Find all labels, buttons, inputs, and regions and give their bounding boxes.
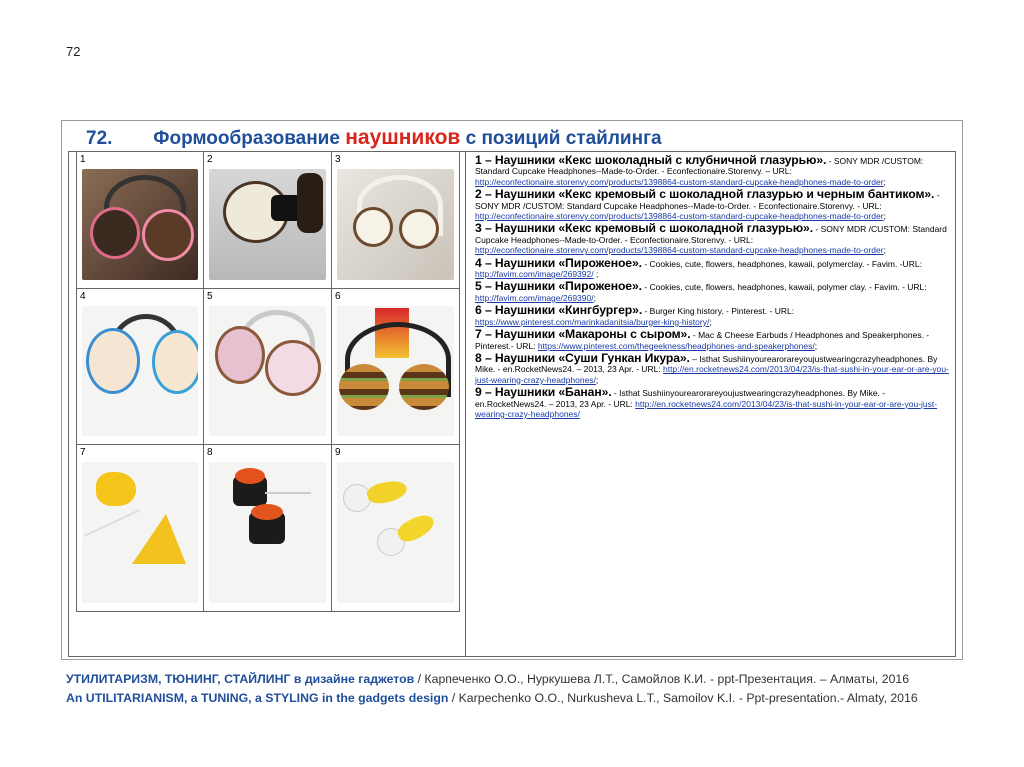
item-heading: 5 – Наушники «Пироженое». [475, 279, 642, 294]
list-item [475, 387, 953, 419]
item-link[interactable]: https://www.pinterest.com/thegeekness/headphones-and-speakerphones/ [537, 340, 815, 351]
title-part-1: Формообразование [153, 128, 340, 149]
photo [337, 306, 454, 436]
image-cell [332, 152, 460, 289]
list-item [475, 305, 953, 327]
item-text: – Isthat Sushiinyourearorareyoujustwearingcrazyheadphones. By Mike. - en.RocketNews24. – 2013, 23 Apr. - URL: [475, 353, 938, 375]
footer-authors-ru: / Карпеченко О.О., Нуркушева Л.Т., Самойлов К.И. - ppt-Презентация. – Алматы, 2016 [414, 672, 910, 686]
item-text: - Isthat Sushiinyourearorareyoujustwearingcrazyheadphones. By Mike. - en.RocketNews24. – 2013, 23 Apr. - URL: [475, 388, 886, 409]
description-list [475, 155, 953, 421]
item-text: - SONY MDR /CUSTOM: Standard Cupcake Headphones--Made-to-Order. - Econfectionaire.Storenvy. – URL: [475, 156, 924, 177]
photo [82, 462, 198, 603]
image-cell [332, 445, 460, 612]
item-text: - SONY MDR /CUSTOM: Standard Cupcake Headphones--Made-to-Order. - Econfectionaire.Storenvy. - URL: [475, 190, 940, 211]
item-tail: ; [593, 269, 599, 280]
cell-number: 9 [335, 447, 341, 458]
item-tail: ; [883, 211, 886, 222]
item-heading: 2 – Наушники «Кекс кремовый с шоколадной глазурью и черным бантиком». [475, 187, 935, 202]
cell-number: 3 [335, 154, 341, 165]
cell-number: 7 [80, 447, 86, 458]
image-cell [204, 445, 332, 612]
image-cell [76, 445, 204, 612]
slide-title [86, 126, 662, 150]
footer-title-en: An UTILITARIANISM, a TUNING, a STYLING in the gadgets design [66, 691, 449, 705]
item-heading: 9 – Наушники «Банан». [475, 385, 612, 400]
image-cell [204, 152, 332, 289]
list-item [475, 155, 953, 187]
photo [82, 306, 198, 436]
cell-number: 5 [207, 291, 213, 302]
content-table [68, 151, 956, 657]
item-link[interactable]: http://favim.com/image/269392/ [475, 269, 594, 280]
item-tail: ; [814, 340, 818, 351]
list-item [475, 350, 953, 385]
item-tail: ; [883, 176, 886, 187]
item-heading: 8 – Наушники «Суши Гункан Икура». [475, 350, 690, 365]
footer-line-ru [66, 670, 918, 689]
cell-number: 1 [80, 154, 86, 165]
item-tail: ; [593, 292, 596, 303]
item-link[interactable]: http://econfectionaire.storenvy.com/products/1398864-custom-standard-cupcake-headphones-made-to-order [475, 211, 884, 222]
footer-citation [66, 670, 918, 708]
list-item [475, 281, 953, 303]
slide [61, 120, 963, 660]
photo [337, 169, 454, 280]
photo [209, 169, 326, 280]
cell-number: 8 [207, 447, 213, 458]
slide-number: 72. [86, 128, 113, 149]
item-link[interactable]: http://en.rocketnews24.com/2013/04/23/is-that-sushi-in-your-ear-or-are-you-just-wearing-crazy-headphones/ [475, 364, 949, 385]
item-text: - Mac & Cheese Earbuds / Headphones and Speakerphones. - Pinterest.- URL: [475, 330, 930, 351]
cell-number: 2 [207, 154, 213, 165]
column-divider [465, 152, 466, 656]
item-text: - SONY MDR /CUSTOM: Standard Cupcake Headphones--Made-to-Order. - Econfectionaire.Storenvy. - URL: [475, 224, 947, 245]
footer-line-en [66, 689, 918, 708]
image-grid [76, 152, 460, 612]
photo [337, 462, 454, 603]
list-item [475, 223, 953, 255]
item-link[interactable]: http://econfectionaire.storenvy.com/products/1398864-custom-standard-cupcake-headphones-made-to-order [475, 176, 884, 187]
item-heading: 6 – Наушники «Кингбургер». [475, 303, 643, 318]
cell-number: 4 [80, 291, 86, 302]
item-text: - Cookies, cute, flowers, headphones, kawaii, polymerclay. - Favim. -URL: [641, 258, 922, 269]
image-cell [332, 289, 460, 445]
item-heading: 4 – Наушники «Пироженое». [475, 255, 642, 270]
footer-authors-en: / Karpechenko O.O., Nurkusheva L.T., Samoilov K.I. - Ppt-presentation.- Almaty, 2016 [448, 691, 918, 705]
item-heading: 1 – Наушники «Кекс шоколадный с клубничной глазурью». [475, 153, 827, 167]
item-link[interactable]: http://en.rocketnews24.com/2013/04/23/is-that-sushi-in-your-ear-or-are-you-just-wearing-crazy-headphones/ [475, 398, 938, 419]
title-highlight: наушников [345, 126, 461, 149]
list-item [475, 189, 953, 221]
list-item [475, 329, 953, 351]
footer-title-ru: УТИЛИТАРИЗМ, ТЮНИНГ, СТАЙЛИНГ в дизайне гаджетов [66, 672, 415, 686]
page-number: 72 [66, 44, 81, 59]
item-text: - Burger King history. - Pinterest. - URL: [642, 306, 795, 317]
item-tail: ; [883, 245, 886, 256]
photo [209, 462, 326, 603]
item-tail: ; [709, 316, 712, 327]
image-cell [204, 289, 332, 445]
item-tail: ; [595, 374, 599, 385]
list-item [475, 255, 953, 280]
item-link[interactable]: http://favim.com/image/269390/ [475, 292, 594, 303]
item-heading: 3 – Наушники «Кекс кремовый с шоколадной глазурью». [475, 221, 814, 236]
item-link[interactable]: https://www.pinterest.com/marinkadanitsia/burger-king-history/ [475, 316, 710, 327]
cell-number: 6 [335, 291, 341, 302]
item-link[interactable]: http://econfectionaire.storenvy.com/products/1398864-custom-standard-cupcake-headphones-made-to-order [475, 245, 884, 256]
item-heading: 7 – Наушники «Макароны с сыром». [475, 327, 691, 342]
photo [82, 169, 198, 280]
photo [209, 306, 326, 436]
item-text: - Cookies, cute, flowers, headphones, kawaii, polymer clay. - Favim. - URL: [641, 282, 927, 293]
title-part-2: с позиций стайлинга [465, 128, 662, 149]
image-cell [76, 152, 204, 289]
image-cell [76, 289, 204, 445]
